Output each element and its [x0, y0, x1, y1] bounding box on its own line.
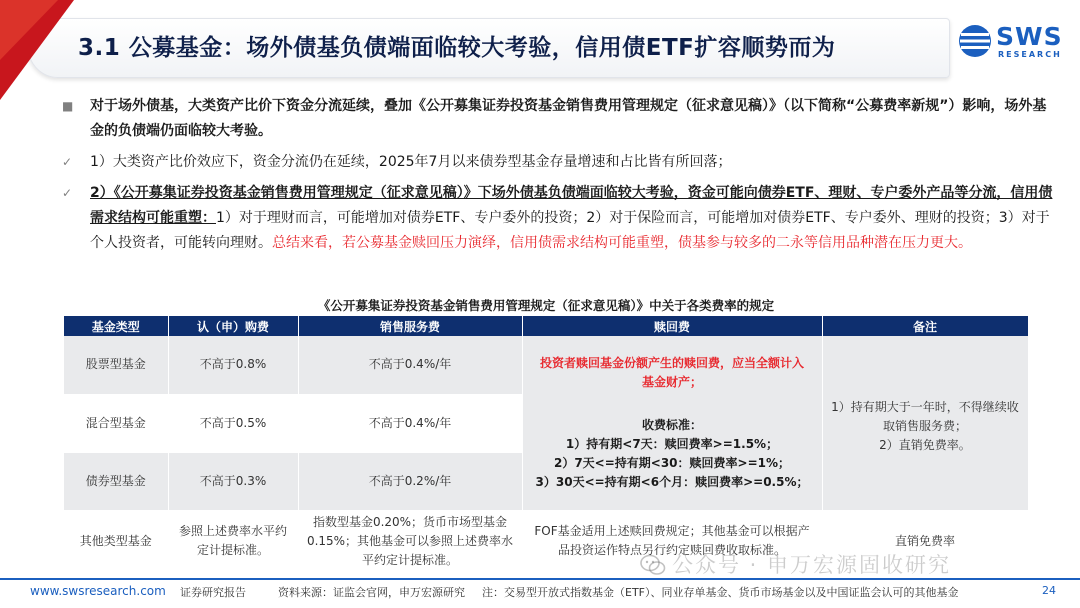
header-redemption-fee: 赎回费 [522, 316, 822, 336]
bullet-point-2-conclusion: 总结来看，若公募基金赎回压力演绎，信用债需求结构可能重塑，债基参与较多的二永等信用品种潜在压力更大。 [272, 235, 972, 251]
wechat-watermark [640, 549, 951, 579]
cell-remark-merged [822, 336, 1028, 510]
cell-service-fee: 指数型基金0.20%；货币市场型基金0.15%；其他基金可以参照上述费率水平约定计提标准。 [298, 510, 522, 572]
bullet-point-2 [60, 181, 1060, 256]
logo-wordmark: SWS [996, 22, 1063, 51]
footnote: 注：交易型开放式指数基金（ETF）、同业存单基金、货币市场基金以及中国证监会认可的其他基金 [482, 586, 959, 599]
cell-subscription-fee: 参照上述费率水平约定计提标准。 [168, 510, 298, 572]
slide-title: 3.1 公募基金：场外债基负债端面临较大考验，信用债ETF扩容顺势而为 [78, 35, 836, 61]
bullet-list [60, 94, 1060, 256]
redemption-tier-3: 3）30天<=持有期<6个月：赎回费率>=0.5%； [535, 475, 809, 489]
remark-line-1: 1）持有期大于一年时，不得继续收取销售服务费； [831, 400, 1019, 434]
bullet-point-1 [60, 150, 1060, 175]
spacer [529, 392, 816, 416]
cell-redemption-merged [522, 336, 822, 510]
header-sales-service-fee: 销售服务费 [298, 316, 522, 336]
slide-header [0, 0, 1080, 90]
cell-subscription-fee: 不高于0.8% [168, 336, 298, 394]
page-number: 24 [1042, 584, 1056, 597]
cell-service-fee: 不高于0.2%/年 [298, 452, 522, 510]
redemption-tier-1: 1）持有期<7天：赎回费率>=1.5%； [565, 437, 779, 451]
bullet-point-1-text: 1）大类资产比价效应下，资金分流仍在延续，2025年7月以来债券型基金存量增速和占比皆有所回落； [90, 154, 732, 170]
cell-redemption-fee: FOF基金适用上述赎回费规定；其他基金可以根据产品投资运作特点另行约定赎回费收取标准。 [522, 510, 822, 572]
square-bullet-icon: ■ [62, 99, 74, 113]
remark-line-2: 2）直销免费率。 [879, 438, 971, 453]
cell-service-fee: 不高于0.4%/年 [298, 336, 522, 394]
watermark-text: 公众号 · 申万宏源固收研究 [672, 553, 952, 577]
sws-logo [958, 20, 1063, 64]
website-link[interactable]: www.swsresearch.com [30, 584, 166, 598]
wechat-icon [640, 554, 666, 576]
cell-subscription-fee: 不高于0.5% [168, 394, 298, 452]
redemption-standard-label: 收费标准： [641, 418, 702, 432]
cell-fund-type: 其他类型基金 [64, 510, 168, 572]
redemption-rule-text: 投资者赎回基金份额产生的赎回费，应当全额计入基金财产； [539, 356, 804, 389]
header-remarks: 备注 [822, 316, 1028, 336]
checkmark-icon: ✓ [62, 155, 73, 169]
cell-fund-type: 债券型基金 [64, 452, 168, 510]
bullet-main [60, 94, 1060, 144]
redemption-tier-2: 2）7天<=持有期<30：赎回费率>=1%； [553, 456, 791, 470]
bullet-main-text: 对于场外债基，大类资产比价下资金分流延续，叠加《公开募集证券投资基金销售费用管理规定（征求意见稿）》（以下简称“公募费率新规”）影响，场外基金的负债端仍面临较大考验。 [90, 98, 1047, 139]
sws-globe-logo-icon [958, 24, 992, 58]
header-fund-type: 基金类型 [64, 316, 168, 336]
cell-fund-type: 股票型基金 [64, 336, 168, 394]
checkmark-icon: ✓ [62, 186, 73, 200]
cell-fund-type: 混合型基金 [64, 394, 168, 452]
cell-subscription-fee: 不高于0.3% [168, 452, 298, 510]
bullet-point-2-heading: 2）《公开募集证券投资基金销售费用管理规定（征求意见稿）》下场外债基负债端面临较大考验，资金可能向债券ETF、理财、专户委外产品等分流，信用债需求结构可能重塑： [90, 185, 1053, 226]
table-header-row [64, 316, 1028, 336]
bullet-point-2-body: 1）对于理财而言，可能增加对债券ETF、专户委外的投资；2）对于保险而言，可能增加对债券ETF、专户委外、理财的投资；3）对于个人投资者，可能转向理财。 [90, 210, 1050, 251]
table-row [64, 336, 1028, 394]
report-type: 证券研究报告 [180, 586, 246, 599]
data-source: 资料来源：证监会官网，申万宏源研究 [278, 586, 465, 599]
cell-remark: 直销免费率 [822, 510, 1028, 572]
cell-service-fee: 不高于0.4%/年 [298, 394, 522, 452]
table-caption: 《公开募集证券投资基金销售费用管理规定（征求意见稿）》中关于各类费率的规定 [317, 298, 775, 313]
logo-subtitle: RESEARCH [998, 50, 1062, 59]
header-subscription-fee: 认（申）购费 [168, 316, 298, 336]
fee-rules-table [64, 316, 1029, 573]
footer-divider [0, 578, 1080, 580]
